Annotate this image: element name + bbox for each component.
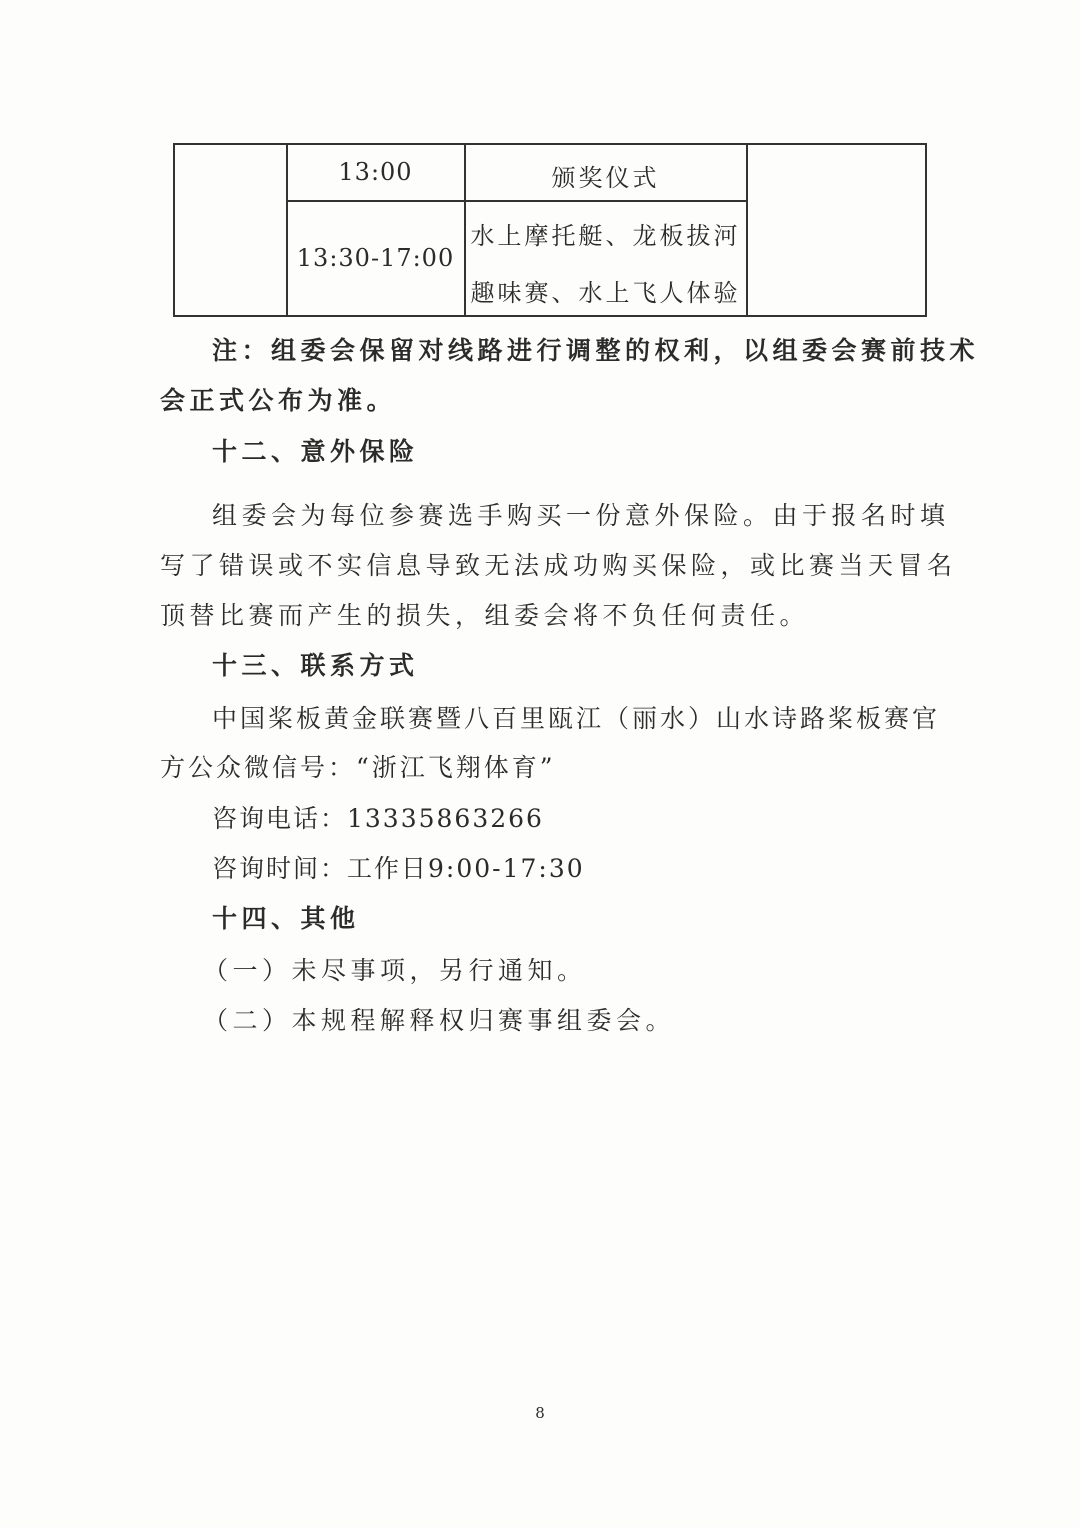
- section-heading: 十四、其他: [212, 904, 360, 933]
- table-cell-event-line: 趣味赛、水上飞人体验: [470, 279, 741, 307]
- note-line: 会正式公布为准。: [160, 386, 397, 415]
- paragraph-line: 写了错误或不实信息导致无法成功购买保险，或比赛当天冒名: [160, 551, 957, 580]
- table-cell-event-line: 水上摩托艇、龙板拔河: [470, 222, 741, 250]
- section-heading: 十二、意外保险: [212, 437, 419, 466]
- page-number: 8: [535, 1404, 545, 1422]
- table-border-left: [173, 143, 175, 317]
- section-heading: 十三、联系方式: [212, 651, 419, 680]
- contact-phone: 咨询电话：13335863266: [212, 804, 544, 833]
- table-cell-time: 13:30-17:00: [296, 244, 455, 272]
- note-line: 注：组委会保留对线路进行调整的权利，以组委会赛前技术: [212, 336, 980, 365]
- table-cell-event: 颁奖仪式: [551, 164, 660, 192]
- schedule-table: [173, 143, 927, 317]
- table-divider: [746, 143, 748, 317]
- paragraph-line: 组委会为每位参赛选手购买一份意外保险。由于报名时填: [212, 501, 950, 530]
- contact-hours: 咨询时间：工作日9:00-17:30: [212, 854, 585, 883]
- paragraph-line: 中国桨板黄金联赛暨八百里瓯江（丽水）山水诗路桨板赛官: [212, 704, 941, 733]
- list-item: （一）未尽事项，另行通知。: [203, 956, 587, 985]
- paragraph-line: 方公众微信号：“浙江飞翔体育”: [160, 753, 556, 782]
- paragraph-line: 顶替比赛而产生的损失，组委会将不负任何责任。: [160, 601, 810, 630]
- table-row-divider: [286, 200, 747, 202]
- table-cell-time: 13:00: [338, 158, 413, 186]
- list-item: （二）本规程解释权归赛事组委会。: [203, 1006, 676, 1035]
- table-border-right: [925, 143, 927, 317]
